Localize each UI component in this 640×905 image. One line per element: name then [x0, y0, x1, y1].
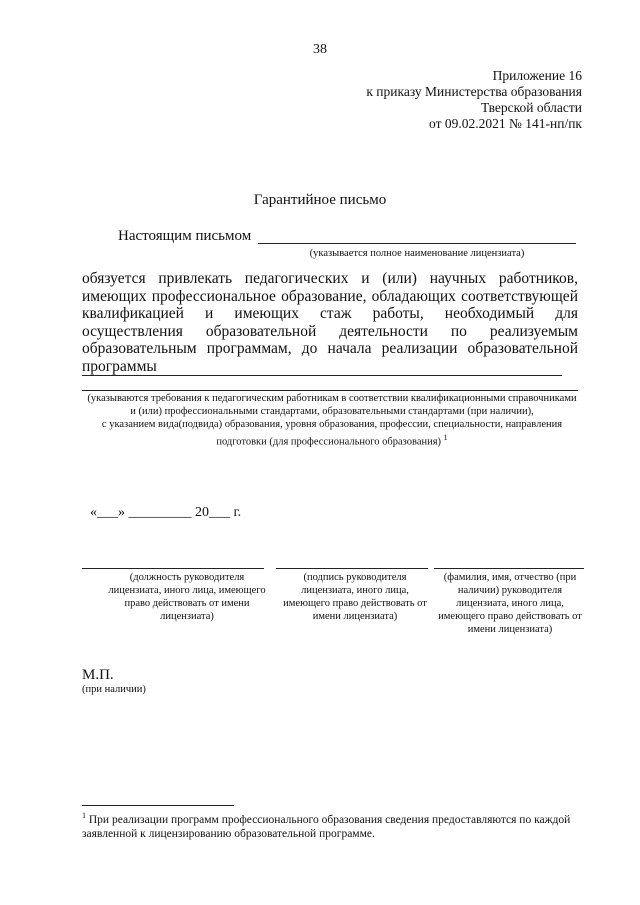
requirements-hint-line-1: (указываются требования к педагогическим работникам в соответствии квалификационными справочниками: [87, 393, 577, 404]
requirements-hint: [82, 392, 582, 449]
footnote-ref: 1: [443, 433, 448, 442]
full-name-caption-line: имени лицензиата): [467, 624, 553, 635]
page-number: 38: [313, 42, 327, 57]
licensee-name-hint: (указывается полное наименование лицензиата): [309, 248, 525, 259]
requirements-hint-line-2: и (или) профессиональными стандартами, образовательными стандартами (при наличии),: [130, 406, 534, 417]
appendix-header: [366, 68, 582, 132]
document-title: Гарантийное письмо: [253, 192, 387, 208]
position-caption-line: (должность руководителя: [129, 572, 245, 583]
requirements-blank-1[interactable]: [82, 375, 562, 376]
footnote: [82, 809, 582, 841]
position-caption-line: лицензиата): [160, 611, 214, 622]
requirements-hint-line-4-text: подготовки (для профессионального образования): [216, 436, 442, 448]
full-name-blank[interactable]: [434, 568, 584, 569]
full-name-caption-line: (фамилия, имя, отчество (при: [443, 572, 577, 583]
intro-text: Настоящим письмом: [118, 228, 252, 244]
signature-caption-line: имени лицензиата): [312, 611, 398, 622]
footnote-marker: 1: [82, 811, 86, 820]
licensee-name-blank[interactable]: [258, 243, 576, 244]
signature-caption-line: имеющего право действовать от: [283, 598, 427, 609]
signature-blank[interactable]: [276, 568, 428, 569]
appendix-line-2: к приказу Министерства образования: [366, 84, 582, 99]
position-caption: [106, 571, 268, 623]
stamp-label: М.П.: [82, 667, 114, 683]
full-name-caption-line: имеющего право действовать от: [438, 611, 582, 622]
footnote-text: При реализации программ профессионального образования сведения предоставляются по каждой заявленной к лицензированию образовательной программе.: [82, 813, 571, 840]
appendix-line-1: Приложение 16: [492, 68, 582, 83]
position-caption-line: лицензиата, иного лица, имеющего: [108, 585, 266, 596]
date-line[interactable]: «___» _________ 20___ г.: [90, 505, 242, 520]
requirements-hint-line-3: с указанием вида(подвида) образования, уровня образования, профессии, специальности, направления: [101, 419, 563, 430]
full-name-caption-line: лицензиата, иного лица,: [456, 598, 564, 609]
stamp-note: (при наличии): [82, 684, 146, 695]
signature-caption: [276, 571, 434, 623]
appendix-line-4: от 09.02.2021 № 141-нп/пк: [429, 116, 582, 131]
signature-caption-line: (подпись руководителя: [303, 572, 407, 583]
position-caption-line: право действовать от имени: [124, 598, 250, 609]
requirements-blank-2[interactable]: [82, 390, 578, 391]
body-paragraph: обязуется привлекать педагогических и (или) научных работников, имеющих профессиональное образование, обладающих соответствующей квалификацией и имеющих стаж работы, необходимый для осуществления образовательной деятельности по реализуемым образовательным программам, до начала реализации образовательной программы: [82, 270, 578, 375]
full-name-caption-line: наличии) руководителя: [457, 585, 563, 596]
position-blank[interactable]: [82, 568, 264, 569]
signature-caption-line: лицензиата, иного лица,: [301, 585, 409, 596]
appendix-line-3: Тверской области: [481, 100, 582, 115]
footnote-separator: [82, 805, 234, 806]
requirements-hint-line-4: [82, 431, 582, 449]
full-name-caption: [432, 571, 588, 636]
